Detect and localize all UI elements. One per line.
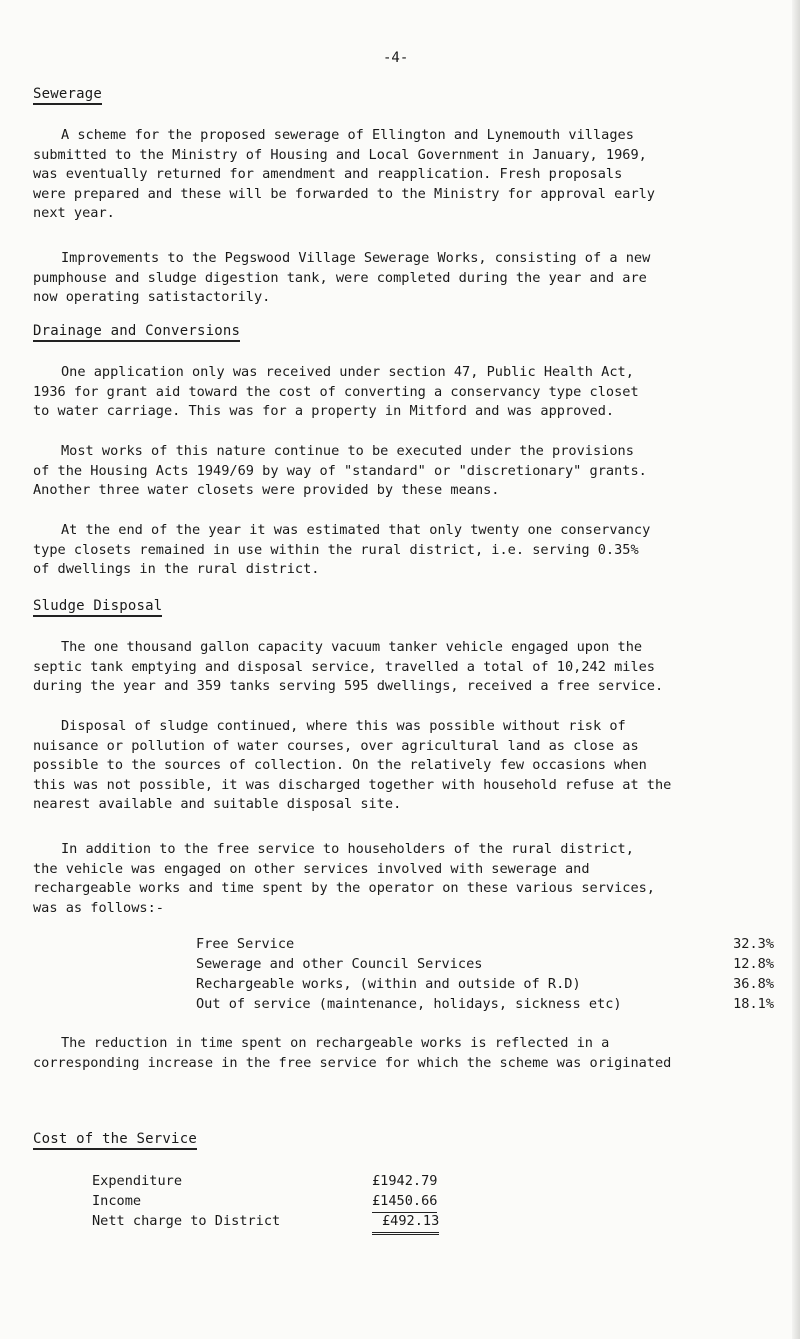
cost-value: £492.13 xyxy=(372,1212,439,1235)
breakdown-label: Free Service xyxy=(196,936,295,952)
text-line: during the year and 359 tanks serving 595 dwellings, received a free service. xyxy=(33,678,664,694)
sewerage-heading-text: Sewerage xyxy=(33,86,102,105)
sludge-paragraph-4 xyxy=(33,1034,795,1073)
breakdown-value: 12.8% xyxy=(733,956,774,972)
drainage-paragraph-2 xyxy=(33,442,795,501)
text-line: Most works of this nature continue to be executed under the provisions xyxy=(61,443,634,459)
text-line: type closets remained in use within the rural district, i.e. serving 0.35% xyxy=(33,541,639,558)
text-line: of the Housing Acts 1949/69 by way of "standard" or "discretionary" grants. xyxy=(33,462,647,479)
text-line: next year. xyxy=(33,205,115,221)
text-line: was eventually returned for amendment and reapplication. Fresh proposals xyxy=(33,166,623,182)
sewerage-heading xyxy=(33,86,102,102)
sewerage-paragraph-1 xyxy=(33,126,795,224)
text-line: Improvements to the Pegswood Village Sewerage Works, consisting of a new xyxy=(61,250,651,266)
text-line: the vehicle was engaged on other services involved with sewerage and xyxy=(33,860,590,877)
drainage-paragraph-1 xyxy=(33,363,795,422)
drainage-heading-text: Drainage and Conversions xyxy=(33,323,240,342)
sludge-paragraph-3 xyxy=(33,840,795,918)
breakdown-value: 18.1% xyxy=(733,996,774,1012)
text-line: The one thousand gallon capacity vacuum tanker vehicle engaged upon the xyxy=(61,639,643,655)
text-line: rechargeable works and time spent by the operator on these various services, xyxy=(33,880,655,896)
text-line: this was not possible, it was discharged together with household refuse at the xyxy=(33,776,672,793)
text-line: In addition to the free service to householders of the rural district, xyxy=(61,841,634,857)
page-number: -4- xyxy=(383,50,409,66)
text-line: One application only was received under section 47, Public Health Act, xyxy=(61,364,634,380)
text-line: Another three water closets were provided by these means. xyxy=(33,482,500,498)
cost-heading xyxy=(33,1131,197,1147)
drainage-heading xyxy=(33,323,240,339)
text-line: were prepared and these will be forwarded to the Ministry for approval early xyxy=(33,185,655,202)
text-line: nuisance or pollution of water courses, over agricultural land as close as xyxy=(33,737,639,754)
text-line: The reduction in time spent on rechargeable works is reflected in a xyxy=(61,1035,610,1051)
text-line: nearest available and suitable disposal site. xyxy=(33,796,402,812)
text-line: now operating satistactorily. xyxy=(33,289,271,305)
sludge-paragraph-1 xyxy=(33,638,795,697)
text-line: to water carriage. This was for a property in Mitford and was approved. xyxy=(33,403,615,419)
sludge-heading-text: Sludge Disposal xyxy=(33,598,162,617)
text-line: 1936 for grant aid toward the cost of converting a conservancy type closet xyxy=(33,383,639,400)
text-line: submitted to the Ministry of Housing and Local Government in January, 1969, xyxy=(33,146,647,163)
cost-heading-text: Cost of the Service xyxy=(33,1131,197,1150)
sludge-heading xyxy=(33,598,162,614)
text-line: possible to the sources of collection. On the relatively few occasions when xyxy=(33,757,647,773)
text-line: of dwellings in the rural district. xyxy=(33,561,320,577)
cost-label: Income xyxy=(92,1193,142,1209)
breakdown-label: Out of service (maintenance, holidays, sickness etc) xyxy=(196,996,622,1012)
cost-value: £1942.79 xyxy=(372,1173,438,1189)
cost-label: Expenditure xyxy=(92,1173,183,1189)
breakdown-value: 36.8% xyxy=(733,976,774,992)
sewerage-paragraph-2 xyxy=(33,249,795,308)
sludge-paragraph-2 xyxy=(33,717,795,815)
cost-value: £1450.66 xyxy=(372,1192,437,1213)
text-line: was as follows:- xyxy=(33,899,164,916)
text-line: Disposal of sludge continued, where this was possible without risk of xyxy=(61,718,626,734)
text-line: At the end of the year it was estimated that only twenty one conservancy xyxy=(61,522,651,538)
drainage-paragraph-3 xyxy=(33,521,795,580)
text-line: septic tank emptying and disposal service, travelled a total of 10,242 miles xyxy=(33,658,655,675)
text-line: pumphouse and sludge digestion tank, were completed during the year and are xyxy=(33,269,647,286)
text-line: corresponding increase in the free service for which the scheme was originated xyxy=(33,1054,672,1071)
breakdown-label: Sewerage and other Council Services xyxy=(196,956,483,972)
breakdown-value: 32.3% xyxy=(733,936,774,952)
breakdown-label: Rechargeable works, (within and outside of R.D) xyxy=(196,976,581,992)
cost-label: Nett charge to District xyxy=(92,1213,281,1229)
text-line: A scheme for the proposed sewerage of Ellington and Lynemouth villages xyxy=(61,127,634,143)
